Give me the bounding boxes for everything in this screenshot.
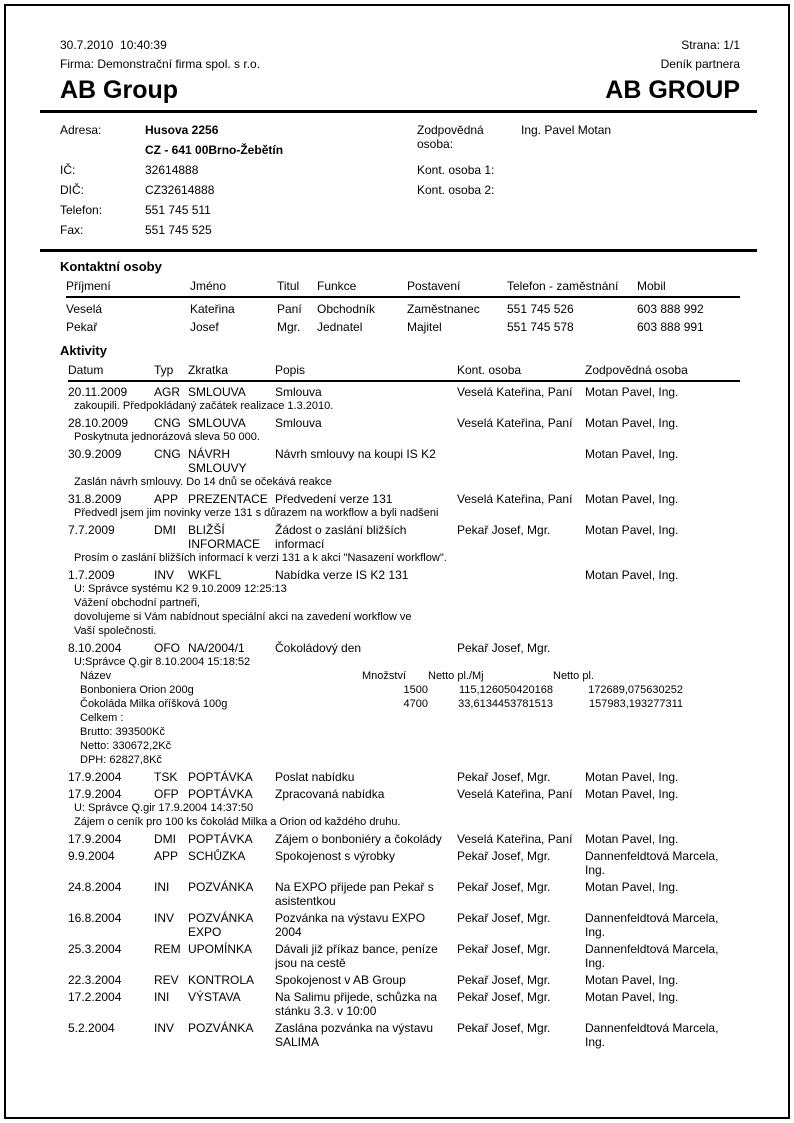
activity-popis: Na EXPO přijede pan Pekař s asistentkou	[275, 880, 434, 908]
activity-typ: OFP	[154, 787, 179, 801]
activity-kont	[457, 447, 585, 475]
activity-datum: 16.8.2004	[68, 911, 122, 925]
activities-col-header: Typ	[154, 363, 174, 377]
activity-zkratka: WKFL	[188, 568, 222, 582]
activity-note-line: dovolujeme si Vám nabídnout speciální akci na zavedení workflow ve	[74, 611, 412, 623]
activity-zkratka: POPTÁVKA	[188, 832, 253, 846]
activity-popis: Dávali již příkaz bance, peníze jsou na cestě	[275, 942, 438, 970]
info-label-dic: DIČ:	[60, 183, 84, 197]
activity-zodp: Dannenfeldtová Marcela, Ing.	[585, 911, 719, 939]
activity-items-table	[80, 669, 740, 767]
activity-typ: INI	[154, 990, 170, 1004]
items-col-header: Název	[80, 670, 112, 682]
activity-row	[68, 973, 740, 987]
activity-kont: Pekař Josef, Mgr.	[457, 641, 551, 655]
activity-popis: Předvedení verze 131	[275, 492, 393, 506]
activity-datum: 30.9.2009	[68, 447, 122, 461]
items-cell: Čokoláda Milka oříšková 100g	[80, 698, 228, 710]
info-label: Adresa:	[60, 123, 102, 137]
items-row	[80, 697, 740, 711]
contact-cell: Pekař	[66, 320, 98, 334]
activity-kont: Veselá Kateřina, Paní	[457, 787, 573, 801]
activity-row-grid	[68, 1021, 740, 1049]
activity-typ: REV	[154, 973, 179, 987]
activity-popis: Smlouva	[275, 416, 322, 430]
activity-zodp: Motan Pavel, Ing.	[585, 787, 679, 801]
activity-row	[68, 1021, 740, 1049]
activity-row	[68, 942, 740, 970]
info-value-ic: 32614888	[145, 163, 199, 177]
activity-zkratka: POZVÁNKA	[188, 1021, 254, 1035]
activity-zodp: Dannenfeldtová Marcela, Ing.	[585, 849, 719, 877]
items-cell: 172689,075630252	[588, 684, 683, 696]
contact-cell: 551 745 578	[507, 320, 574, 334]
activities-col-header: Kont. osoba	[457, 363, 522, 377]
partner-code-title: AB GROUP	[605, 76, 740, 104]
activity-note-line: Předvedl jsem jim novinky verze 131 s důrazem na workflow a byli nadšeni	[74, 507, 439, 519]
info-value-address2: CZ - 641 00Brno-Žebětín	[145, 143, 284, 157]
activity-zkratka: SCHŮZKA	[188, 849, 246, 863]
info-value-fax: 551 745 525	[145, 223, 212, 237]
activity-row	[68, 492, 740, 520]
activity-row	[68, 416, 740, 444]
activity-zodp: Motan Pavel, Ing.	[585, 568, 679, 582]
info-empty	[521, 223, 740, 243]
activity-datum: 9.9.2004	[68, 849, 115, 863]
info-value-contact2	[521, 183, 740, 203]
activity-row	[68, 911, 740, 939]
activity-row-grid	[68, 568, 740, 582]
partner-info	[60, 123, 740, 243]
contact-cell: Kateřina	[190, 302, 235, 316]
activity-datum: 25.3.2004	[68, 942, 122, 956]
activity-row-grid	[68, 385, 740, 399]
activities-rows	[68, 385, 740, 1049]
activity-kont: Pekař Josef, Mgr.	[457, 973, 551, 987]
contacts-header-rule	[66, 296, 740, 298]
items-col-header: Netto pl.	[553, 670, 594, 682]
contacts-title: Kontaktní osoby	[60, 259, 162, 274]
activity-note-line: U:Správce Q.gir 8.10.2004 15:18:52	[74, 656, 251, 668]
activity-kont: Pekař Josef, Mgr.	[457, 990, 551, 1004]
contact-cell: Majitel	[407, 320, 442, 334]
activity-kont: Pekař Josef, Mgr.	[457, 942, 551, 956]
activity-popis: Zájem o bonboniéry a čokolády	[275, 832, 442, 846]
activity-note-line: U: Správce systému K2 9.10.2009 12:25:13	[74, 583, 287, 595]
activity-row	[68, 641, 740, 767]
info-empty	[417, 143, 521, 163]
activity-kont: Pekař Josef, Mgr.	[457, 880, 551, 894]
info-value-dic: CZ32614888	[145, 183, 215, 197]
activity-zkratka: NA/2004/1	[188, 641, 245, 655]
activity-datum: 17.9.2004	[68, 832, 122, 846]
activity-popis: Spokojenost v AB Group	[275, 973, 406, 987]
info-label-empty	[60, 143, 145, 163]
contacts-col-header: Telefon - zaměstnání	[507, 279, 619, 293]
contacts-rows	[66, 300, 740, 336]
activity-row	[68, 880, 740, 908]
contact-cell: 603 888 992	[637, 302, 704, 316]
activity-datum: 17.9.2004	[68, 770, 122, 784]
activity-typ: REM	[154, 942, 181, 956]
activity-row-grid	[68, 787, 740, 801]
activity-zodp: Motan Pavel, Ing.	[585, 880, 679, 894]
activity-zkratka: BLIŽŠÍ INFORMACE	[188, 523, 260, 551]
info-empty	[521, 203, 740, 223]
contact-cell: 603 888 991	[637, 320, 704, 334]
contacts-col-header: Jméno	[190, 279, 227, 293]
activities-header-row	[68, 363, 740, 378]
activity-kont: Pekař Josef, Mgr.	[457, 523, 551, 537]
firm-line: Firma: Demonstrační firma spol. s r.o.	[60, 57, 261, 71]
activity-typ: CNG	[154, 447, 181, 461]
contact-cell: Mgr.	[277, 320, 301, 334]
activity-note-line: zakoupili. Předpokládaný začátek realizace 1.3.2010.	[74, 400, 334, 412]
activity-zodp: Dannenfeldtová Marcela, Ing.	[585, 1021, 719, 1049]
report-name: Deník partnera	[660, 57, 740, 71]
meta-row-1	[60, 36, 740, 55]
activity-typ: OFO	[154, 641, 180, 655]
activity-datum: 31.8.2009	[68, 492, 122, 506]
activity-popis: Čokoládový den	[275, 641, 362, 655]
activity-row-grid	[68, 492, 740, 506]
activity-kont: Veselá Kateřina, Paní	[457, 832, 573, 846]
contacts-col-header: Postavení	[407, 279, 461, 293]
activity-kont: Veselá Kateřina, Paní	[457, 385, 573, 399]
info-rule	[40, 249, 757, 252]
activity-zodp	[585, 641, 728, 655]
activity-popis: Poslat nabídku	[275, 770, 355, 784]
activity-row	[68, 568, 740, 638]
activity-row-grid	[68, 832, 740, 846]
activity-row	[68, 447, 740, 489]
activity-datum: 22.3.2004	[68, 973, 122, 987]
items-cell: 115,126050420168	[458, 684, 553, 696]
activity-zkratka: UPOMÍNKA	[188, 942, 253, 956]
items-row	[80, 683, 740, 697]
activities-col-header: Zkratka	[188, 363, 229, 377]
activity-note-line: Zaslán návrh smlouvy. Do 14 dnů se očekává reakce	[74, 476, 332, 488]
activity-note-line: Poskytnuta jednorázová sleva 50 000.	[74, 431, 260, 443]
activity-zkratka: POZVÁNKA	[188, 880, 254, 894]
items-col-header: Netto pl./Mj	[428, 670, 484, 682]
activity-popis: Pozvánka na výstavu EXPO 2004	[275, 911, 426, 939]
items-col-header: Množství	[361, 670, 406, 682]
activity-zkratka: PREZENTACE	[188, 492, 268, 506]
activity-typ: AGR	[154, 385, 181, 399]
activity-zodp: Motan Pavel, Ing.	[585, 447, 679, 461]
activity-row	[68, 832, 740, 846]
activity-row	[68, 385, 740, 413]
activity-kont: Veselá Kateřina, Paní	[457, 416, 573, 430]
header-rule	[40, 110, 757, 113]
activities-col-header: Datum	[68, 363, 104, 377]
title-row	[60, 76, 740, 104]
activity-zkratka: NÁVRH SMLOUVY	[188, 447, 247, 475]
contact-cell: Zaměstnanec	[407, 302, 480, 316]
activity-row-grid	[68, 770, 740, 784]
activity-kont: Veselá Kateřina, Paní	[457, 492, 573, 506]
activity-row	[68, 849, 740, 877]
contacts-header-row	[66, 279, 740, 294]
items-total-line: Brutto: 393500Kč	[80, 726, 166, 738]
contacts-table	[66, 279, 740, 336]
info-label-contact2: Kont. osoba 2:	[417, 183, 495, 197]
info-label-fax: Fax:	[60, 223, 84, 237]
info-value-contact1	[521, 163, 740, 183]
partner-name-title: AB Group	[60, 76, 179, 104]
activity-note-line: Vaší společnosti.	[74, 625, 157, 637]
items-cell: 157983,193277311	[588, 698, 683, 710]
activity-zodp: Motan Pavel, Ing.	[585, 492, 679, 506]
activity-row-grid	[68, 523, 740, 551]
contacts-col-header: Příjmení	[66, 279, 111, 293]
activity-zodp: Motan Pavel, Ing.	[585, 523, 679, 537]
activity-row-grid	[68, 447, 740, 475]
contact-cell: Obchodník	[317, 302, 376, 316]
activities-col-header: Popis	[275, 363, 306, 377]
activity-typ: DMI	[154, 523, 176, 537]
page-number: Strana: 1/1	[681, 38, 740, 52]
items-total-line: Netto: 330672,2Kč	[80, 740, 172, 752]
activity-row-grid	[68, 416, 740, 430]
activities-title: Aktivity	[60, 343, 107, 358]
contacts-col-header: Mobil	[637, 279, 666, 293]
activity-datum: 20.11.2009	[68, 385, 128, 399]
activity-datum: 8.10.2004	[68, 641, 122, 655]
activity-row	[68, 787, 740, 829]
activity-datum: 17.9.2004	[68, 787, 122, 801]
items-total-line: DPH: 62827,8Kč	[80, 754, 162, 766]
activity-typ: DMI	[154, 832, 176, 846]
activity-datum: 7.7.2009	[68, 523, 115, 537]
activity-zodp: Motan Pavel, Ing.	[585, 385, 679, 399]
activity-zkratka: KONTROLA	[188, 973, 255, 987]
meta-row-2	[60, 55, 740, 74]
activity-note-line: Prosím o zaslání bližších informací k verzi 131 a k akci "Nasazení workflow".	[74, 552, 447, 564]
activity-row-grid	[68, 973, 740, 987]
activity-row-grid	[68, 942, 740, 970]
activity-typ: INI	[154, 880, 170, 894]
activity-kont: Pekař Josef, Mgr.	[457, 911, 551, 925]
activity-row	[68, 990, 740, 1018]
info-empty	[417, 203, 521, 223]
info-empty	[417, 223, 521, 243]
activity-zodp: Motan Pavel, Ing.	[585, 973, 679, 987]
activity-typ: APP	[154, 492, 179, 506]
items-total-line: Celkem :	[80, 712, 124, 724]
activities-header-rule	[68, 380, 740, 382]
activity-datum: 5.2.2004	[68, 1021, 115, 1035]
activity-popis: Žádost o zaslání bližších informací	[275, 523, 407, 551]
items-cell: 4700	[403, 698, 428, 710]
info-label-responsible: Zodpovědná osoba:	[417, 123, 484, 151]
activity-popis: Zpracovaná nabídka	[275, 787, 385, 801]
info-value-responsible: Ing. Pavel Motan	[521, 123, 612, 137]
activity-popis: Návrh smlouvy na koupi IS K2	[275, 447, 436, 461]
info-label-phone: Telefon:	[60, 203, 103, 217]
activity-popis: Na Salimu přijede, schůzka na stánku 3.3. v 10:00	[275, 990, 438, 1018]
activity-zodp: Motan Pavel, Ing.	[585, 990, 679, 1004]
activity-zodp: Dannenfeldtová Marcela, Ing.	[585, 942, 719, 970]
activity-row-grid	[68, 911, 740, 939]
activity-zodp: Motan Pavel, Ing.	[585, 832, 679, 846]
activity-popis: Smlouva	[275, 385, 322, 399]
contact-cell: Paní	[277, 302, 302, 316]
print-datetime: 30.7.2010 10:40:39	[60, 38, 167, 52]
activity-datum: 24.8.2004	[68, 880, 122, 894]
activity-zkratka: POPTÁVKA	[188, 770, 253, 784]
activity-zkratka: POZVÁNKA EXPO	[188, 911, 253, 939]
info-label-contact1: Kont. osoba 1:	[417, 163, 495, 177]
info-value-phone: 551 745 511	[145, 203, 211, 217]
items-cell: 33,6134453781513	[458, 698, 553, 710]
info-value-address1: Husova 2256	[145, 123, 219, 137]
activity-zkratka: VÝSTAVA	[188, 990, 241, 1004]
items-header-row	[80, 669, 740, 683]
activity-row-grid	[68, 880, 740, 908]
activity-kont	[457, 568, 585, 582]
activity-typ: TSK	[154, 770, 178, 784]
activity-typ: INV	[154, 911, 175, 925]
activity-typ: CNG	[154, 416, 181, 430]
activity-typ: INV	[154, 1021, 175, 1035]
activity-row-grid	[68, 990, 740, 1018]
contact-cell: Josef	[190, 320, 219, 334]
activity-popis: Zaslána pozvánka na výstavu SALIMA	[275, 1021, 434, 1049]
contacts-col-header: Funkce	[317, 279, 357, 293]
contact-cell: 551 745 526	[507, 302, 574, 316]
activities-table	[68, 363, 740, 1049]
activity-datum: 28.10.2009	[68, 416, 129, 430]
activity-row-grid	[68, 641, 740, 655]
activity-typ: APP	[154, 849, 179, 863]
activity-zkratka: POPTÁVKA	[188, 787, 253, 801]
activity-note-line: U: Správce Q.gir 17.9.2004 14:37:50	[74, 802, 254, 814]
activity-row	[68, 770, 740, 784]
report-content	[6, 6, 788, 1117]
activity-typ: INV	[154, 568, 175, 582]
contact-cell: Jednatel	[317, 320, 363, 334]
activity-row	[68, 523, 740, 565]
activity-kont: Pekař Josef, Mgr.	[457, 1021, 551, 1035]
contact-cell: Veselá	[66, 302, 103, 316]
activity-row-grid	[68, 849, 740, 877]
activity-zodp: Motan Pavel, Ing.	[585, 416, 679, 430]
activity-datum: 17.2.2004	[68, 990, 122, 1004]
info-label-ic: IČ:	[60, 163, 76, 177]
activity-popis: Nabídka verze IS K2 131	[275, 568, 409, 582]
activity-zkratka: SMLOUVA	[188, 416, 246, 430]
activity-note-line: Vážení obchodní partneři,	[74, 597, 200, 609]
items-cell: 1500	[403, 684, 428, 696]
activity-datum: 1.7.2009	[68, 568, 115, 582]
activity-zkratka: SMLOUVA	[188, 385, 246, 399]
items-cell: Bonboniera Orion 200g	[80, 684, 194, 696]
activity-note-line: Zájem o ceník pro 100 ks čokolád Milka a Orion od každého druhu.	[74, 816, 401, 828]
activity-kont: Pekař Josef, Mgr.	[457, 849, 551, 863]
activity-kont: Pekař Josef, Mgr.	[457, 770, 551, 784]
activity-popis: Spokojenost s výrobky	[275, 849, 396, 863]
activity-zodp: Motan Pavel, Ing.	[585, 770, 679, 784]
activities-col-header: Zodpovědná osoba	[585, 363, 688, 377]
info-empty	[521, 143, 740, 163]
contacts-col-header: Titul	[277, 279, 300, 293]
